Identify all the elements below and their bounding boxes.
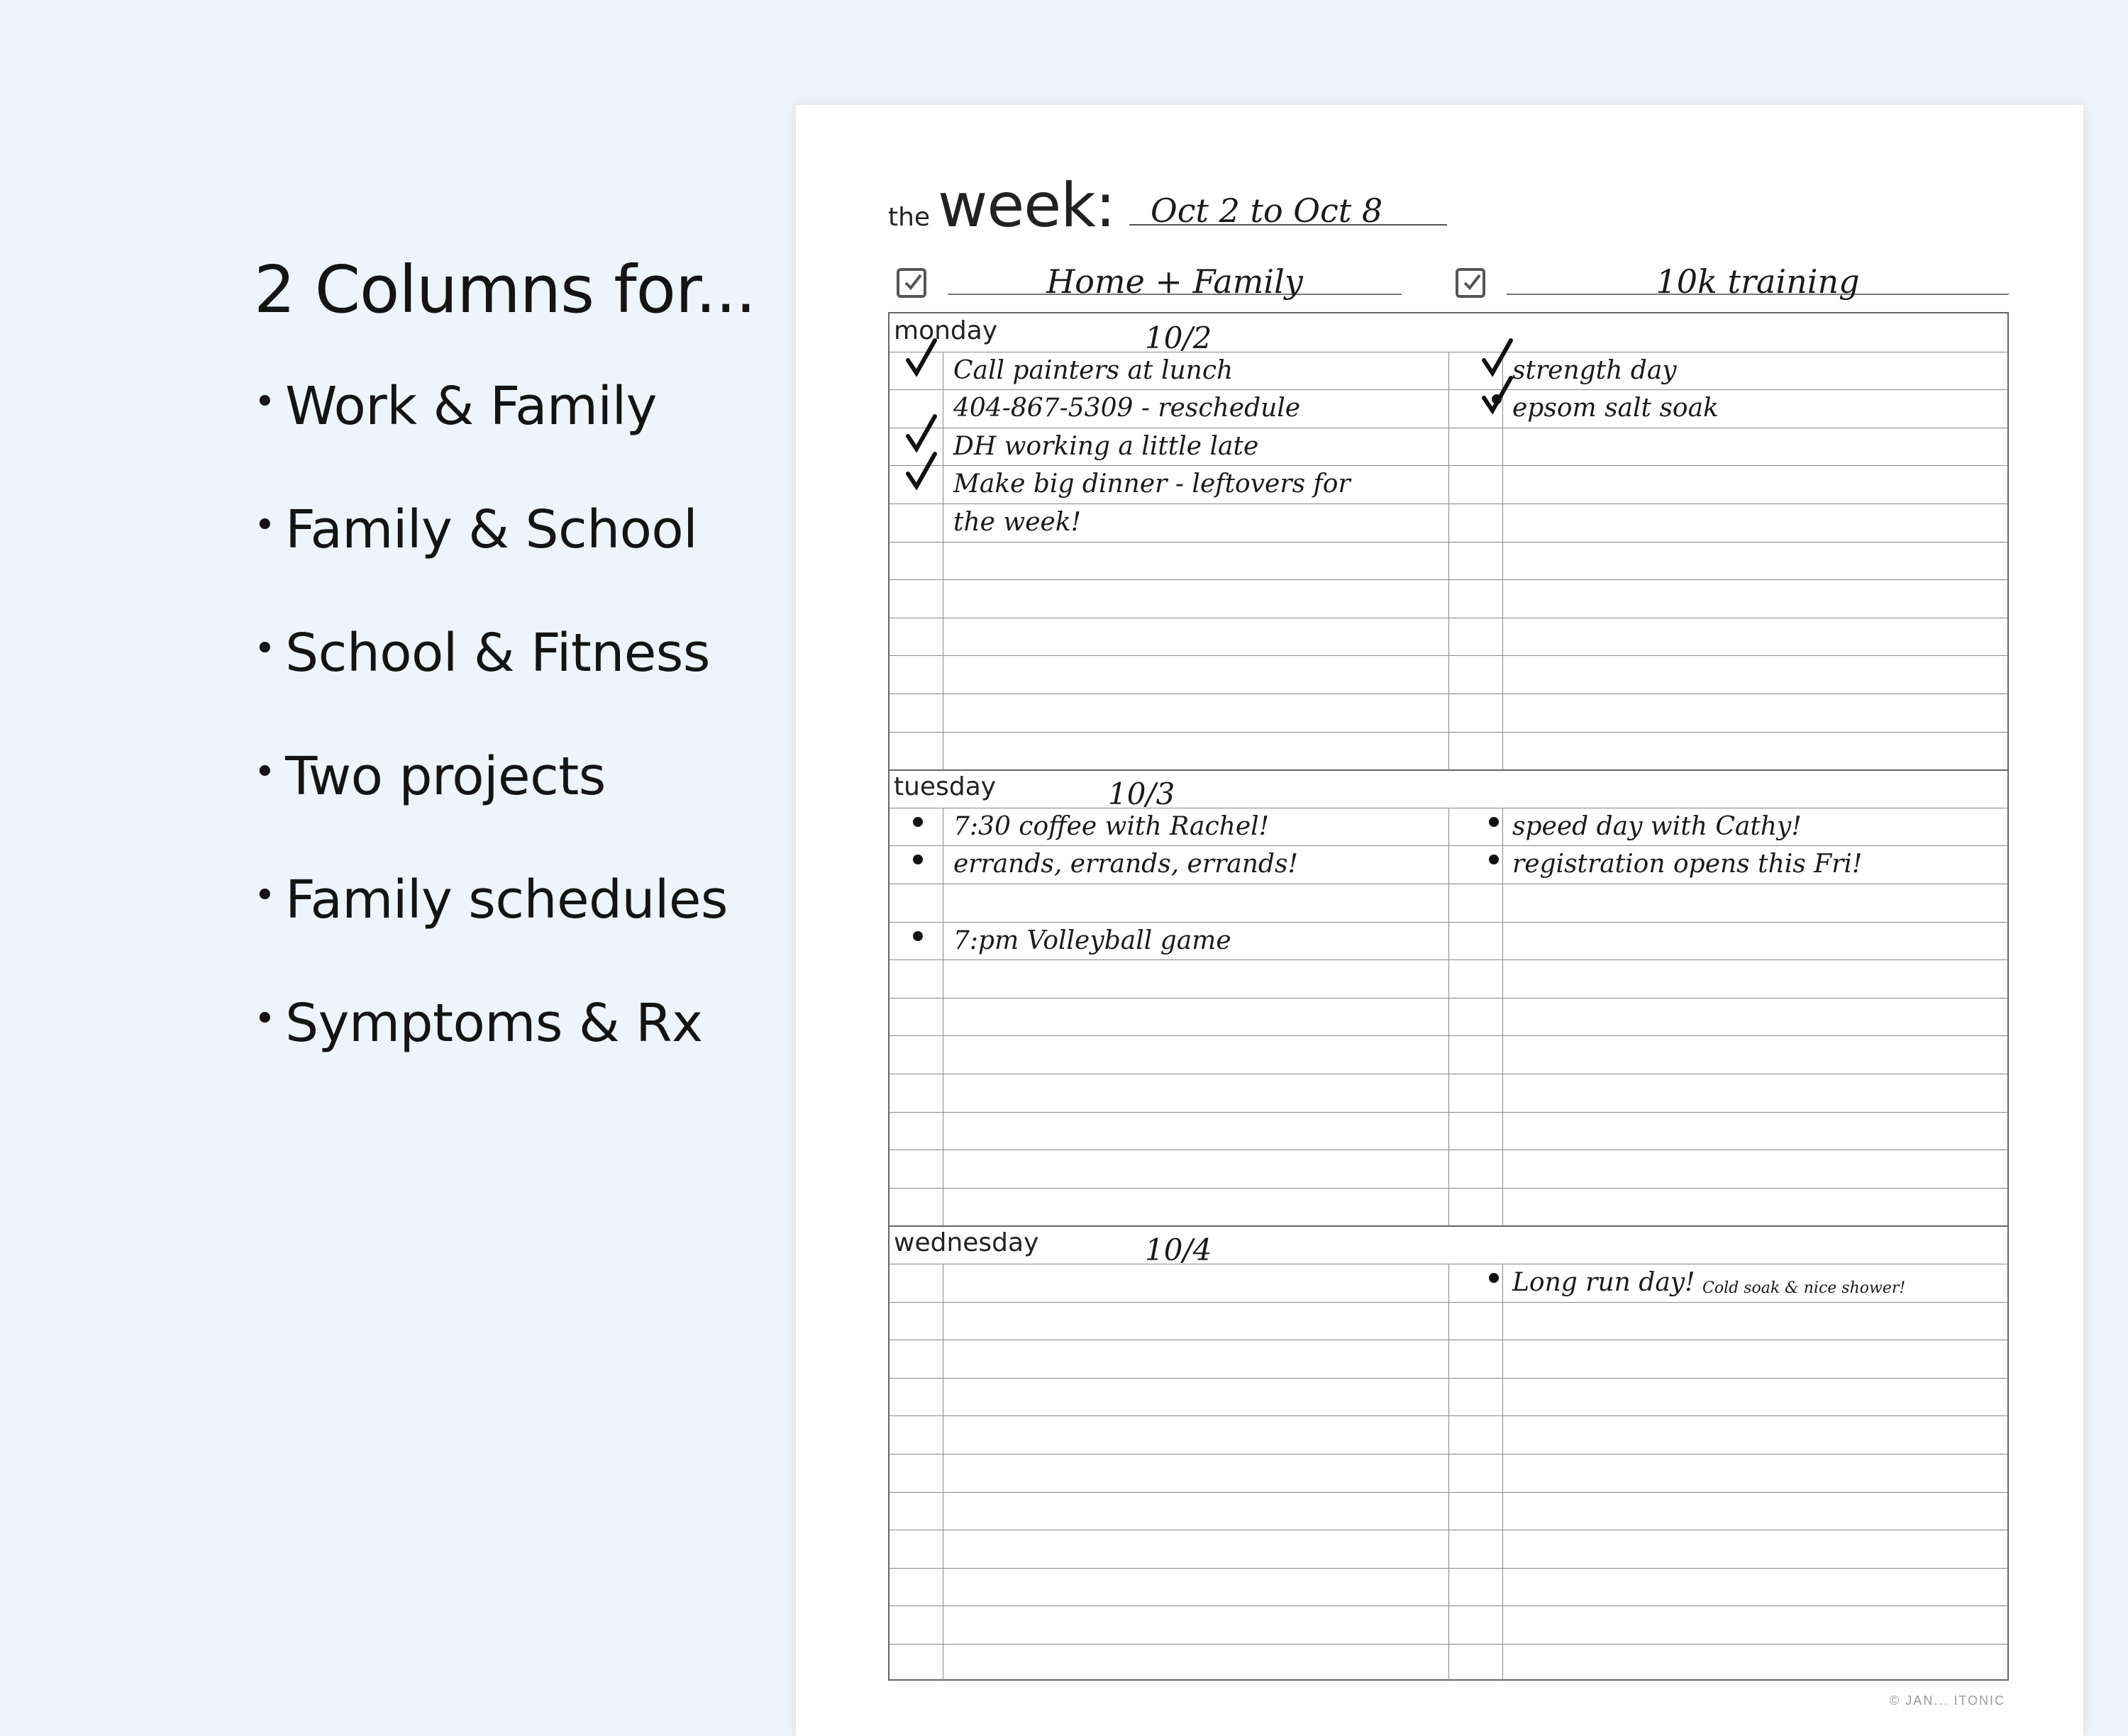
day-date: 10/2 (1145, 321, 1212, 355)
bullet-icon: • (254, 998, 276, 1040)
entry-text: epsom salt soak (1512, 394, 1719, 423)
week-range: Oct 2 to Oct 8 (1151, 191, 1383, 230)
entry-text: errands, errands, errands! (953, 850, 1298, 879)
entry-text: 7:30 coffee with Rachel! (953, 811, 1270, 841)
day-separator (890, 1225, 2007, 1227)
promo-item (254, 499, 697, 560)
column-header-right (1456, 261, 2009, 304)
bullet-icon: • (254, 628, 276, 670)
bullet-icon: • (254, 381, 276, 423)
promo-item-label: Symptoms & Rx (285, 993, 703, 1054)
column-rule (1502, 1264, 1503, 1681)
promo-item-label: Work & Family (285, 376, 657, 437)
promo-item-label: Family & School (285, 499, 698, 560)
bullet-dot-icon (904, 830, 932, 876)
week-prefix: the (888, 203, 931, 232)
planner-grid (888, 312, 2009, 1681)
entry-text: speed day with Cathy! (1512, 811, 1802, 841)
entry-text: Call painters at lunch (953, 355, 1234, 385)
column-rule (1448, 808, 1449, 1226)
column-rule (1448, 352, 1449, 770)
entry-text: 404-867-5309 - reschedule (953, 394, 1301, 423)
column-rule (1448, 1264, 1449, 1681)
day-separator (890, 769, 2007, 771)
promo-item (254, 869, 728, 930)
entry-text: strength day (1512, 355, 1677, 385)
day-label: tuesday (894, 772, 997, 802)
column-title-right: 10k training (1656, 262, 1860, 301)
promo-item (254, 623, 710, 684)
promo-item (254, 376, 657, 437)
day-date: 10/4 (1145, 1233, 1212, 1268)
planner-sheet (796, 105, 2083, 1736)
checkbox-icon (897, 268, 926, 298)
promo-item-label: Family schedules (285, 869, 728, 930)
bullet-dot-icon (1480, 1248, 1508, 1294)
entry-text: Make big dinner - leftovers for (953, 469, 1351, 499)
entry-text: registration opens this Fri! (1512, 850, 1863, 879)
promo-item (254, 746, 606, 807)
entry-text: the week! (953, 508, 1082, 537)
entry-text: DH working a little late (953, 431, 1259, 461)
bullet-icon: • (254, 504, 276, 547)
bullet-icon: • (254, 874, 276, 917)
bullet-dot-icon (904, 906, 932, 952)
column-title-left: Home + Family (1046, 262, 1303, 301)
entry-text: Long run day! (1512, 1268, 1695, 1297)
entry-note: Cold soak & nice shower! (1702, 1279, 1906, 1297)
checkbox-icon (1456, 268, 1485, 298)
day-date: 10/3 (1108, 777, 1175, 812)
promo-item-label: Two projects (285, 746, 606, 807)
week-heading: week: (938, 170, 1115, 241)
column-header-left (897, 261, 1402, 304)
footer-credit: © JAN... ITONIC (1890, 1693, 2005, 1708)
day-label: wednesday (894, 1228, 1039, 1258)
entry-text: 7:pm Volleyball game (953, 925, 1231, 955)
promo-item-label: School & Fitness (285, 623, 710, 684)
day-label: monday (894, 316, 998, 345)
checkmark-icon (904, 450, 939, 496)
promo-item (254, 993, 702, 1054)
checkmark-icon (1480, 374, 1515, 420)
bullet-dot-icon (1480, 830, 1508, 876)
bullet-icon: • (254, 751, 276, 794)
promo-panel (254, 252, 756, 1054)
checkmark-icon (904, 336, 939, 382)
promo-title: 2 Columns for... (254, 252, 756, 328)
